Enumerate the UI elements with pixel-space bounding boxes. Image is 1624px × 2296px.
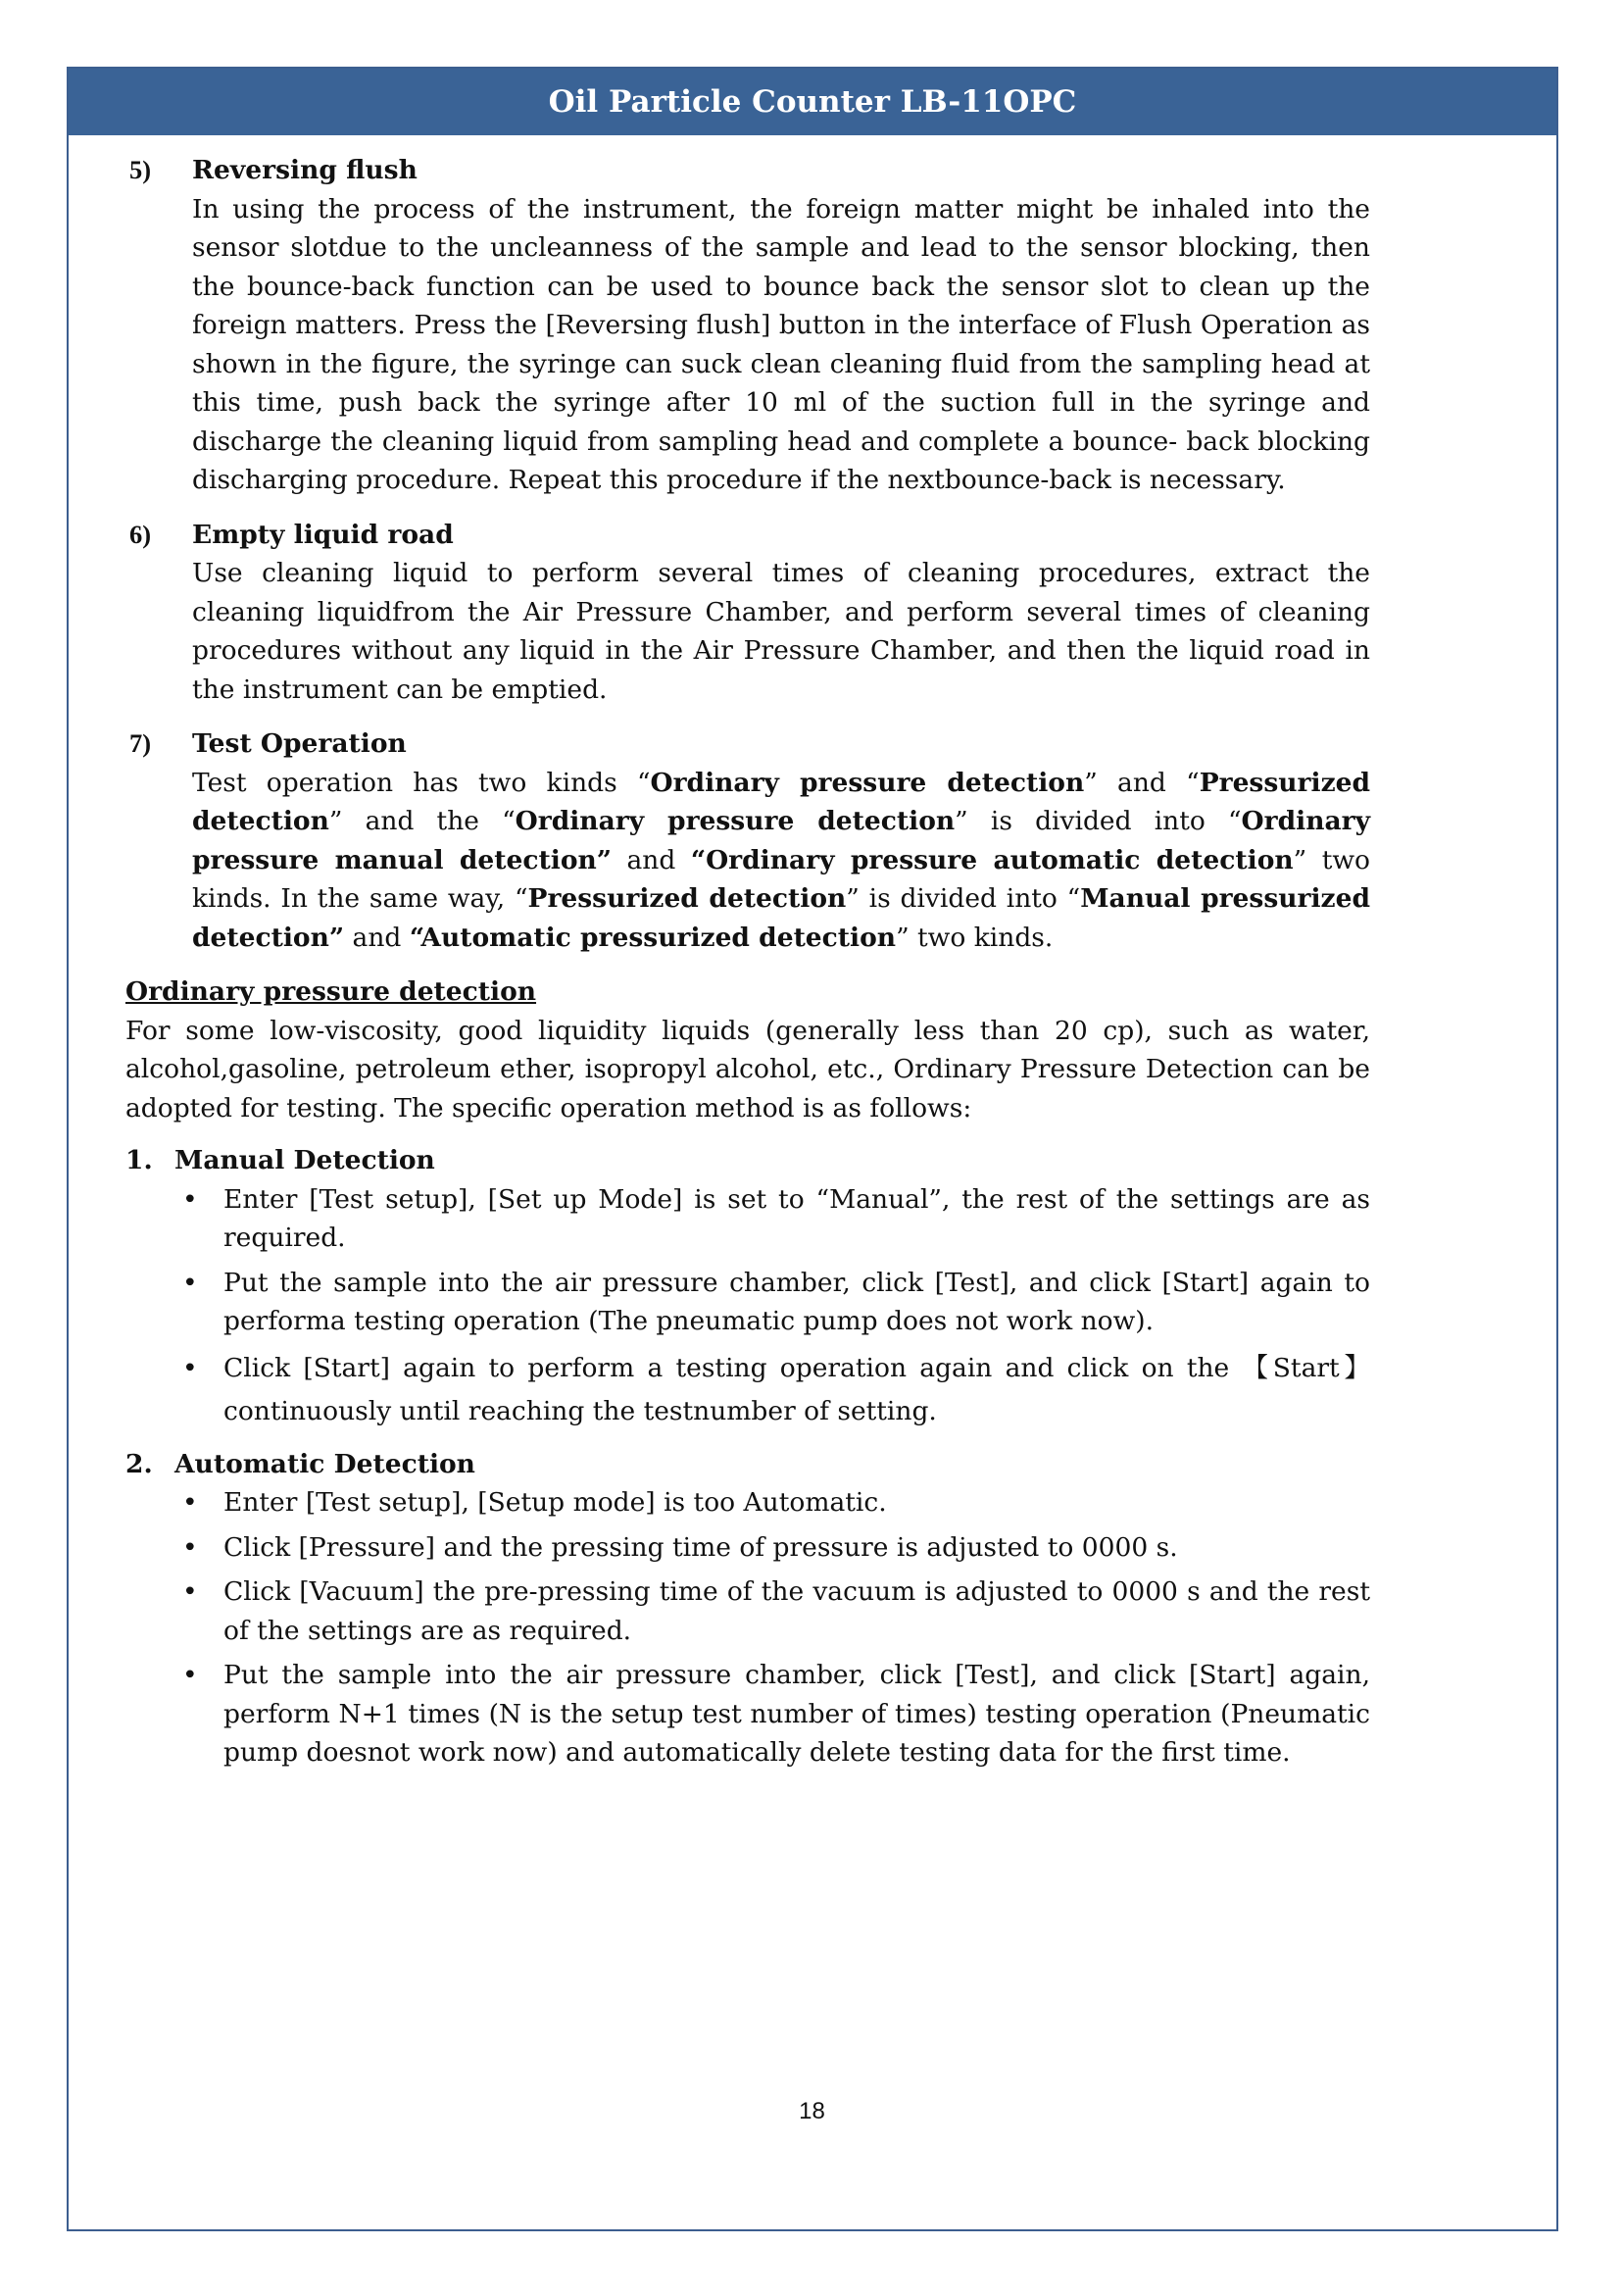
list-item (182, 1483, 1370, 1522)
bold-run: Pressurized detection (192, 767, 1371, 836)
bullet-icon: • (182, 1576, 198, 1607)
bullet-list (125, 1483, 1370, 1772)
section-number: 5) (129, 155, 152, 184)
heading-number: 1. (125, 1145, 153, 1175)
section-reversing-flush (125, 151, 1370, 500)
bullet-list (125, 1180, 1370, 1433)
text-run: ” and the “ (328, 806, 516, 836)
text-run: ” is divided into “ (846, 883, 1081, 914)
bullet-icon: • (182, 1531, 198, 1563)
section-body (192, 764, 1370, 958)
list-item (182, 1572, 1370, 1650)
section-empty-liquid-road (125, 516, 1370, 710)
bold-run: Ordinary pressure detection (515, 806, 956, 836)
text-run: ” is divided into “ (955, 806, 1242, 836)
list-item-text: Enter [Test setup], [Set up Mode] is set to “Manual”, the rest of the settings are as required. (223, 1183, 1370, 1253)
heading-title: Automatic Detection (174, 1448, 475, 1479)
section-body: In using the process of the instrument, the foreign matter might be inhaled into the sensor slotdue to the uncleanness of the sample and lead to the sensor blocking, then the bounce-back function can be used to bounce back the sensor slot to clean up the foreign matters. Press the [Reversing flush] button in the interface of Flush Operation as shown in the figure, the syringe can suck clean cleaning fluid from the sampling head at this time, push back the syringe after 10 ml of the suction full in the syringe and discharge the cleaning liquid from sampling head and complete a bounce- back blocking discharging procedure. Repeat this procedure if the nextbounce-back is necessary. (192, 193, 1370, 495)
bold-run: Manual pressurized detection” (192, 883, 1370, 953)
section-number: 6) (129, 519, 152, 549)
subsection-title: Ordinary pressure detection (125, 976, 537, 1007)
header-title: Oil Particle Counter LB-11OPC (69, 69, 1556, 135)
bold-run: “Automatic pressurized detection (409, 922, 897, 953)
bullet-icon: • (182, 1352, 198, 1383)
page-number: 18 (799, 2098, 825, 2124)
text-run: ” and “ (1084, 767, 1200, 798)
list-item (182, 1656, 1370, 1772)
list-item (182, 1264, 1370, 1341)
text-run: Test operation has two kinds “ (192, 767, 651, 798)
list-item (182, 1180, 1370, 1258)
bullet-icon: • (182, 1183, 198, 1215)
list-item-text: Put the sample into the air pressure chamber, click [Test], and click [Start] again, perform N+1 times (N is the setup test number of times) testing operation (Pneumatic pump doesnot work now) and automatically delete testing data for the first time. (223, 1660, 1370, 1768)
section-title: Reversing flush (192, 155, 418, 185)
bullet-icon: • (182, 1267, 198, 1298)
numbered-heading (125, 1445, 1370, 1484)
bold-run: Pressurized detection (527, 883, 847, 914)
list-item (182, 1528, 1370, 1568)
list-item (182, 1347, 1370, 1433)
list-item-text: Put the sample into the air pressure chamber, click [Test], and click [Start] again to performa testing operation (The pneumatic pump does not work now). (223, 1267, 1370, 1336)
text-run: and (612, 844, 691, 875)
section-title: Empty liquid road (192, 519, 454, 550)
subsection-intro: For some low-viscosity, good liquidity liquids (generally less than 20 cp), such as water, alcohol,gasoline, petroleum ether, isopropyl alcohol, etc., Ordinary Pressure Detection can be adopted for testing. The specific operation method is as follows: (125, 1015, 1370, 1123)
manual-detection (125, 1141, 1370, 1433)
bullet-icon: • (182, 1660, 198, 1690)
page-content (125, 151, 1370, 1784)
ordinary-pressure-section (125, 973, 1370, 1127)
bold-run: Ordinary pressure manual detection” (192, 806, 1370, 875)
list-item-text: Click [Vacuum] the pre-pressing time of the vacuum is adjusted to 0000 s and the rest of the settings are as required. (223, 1576, 1370, 1646)
bold-run: “Ordinary pressure automatic detection (690, 844, 1294, 875)
numbered-heading (125, 1141, 1370, 1180)
heading-title: Manual Detection (174, 1145, 435, 1175)
section-number: 7) (129, 728, 152, 758)
section-test-operation (125, 724, 1370, 957)
automatic-detection (125, 1445, 1370, 1772)
text-run: ” two kinds. In the same way, “ (192, 844, 1370, 914)
section-body: Use cleaning liquid to perform several times of cleaning procedures, extract the cleaning liquidfrom the Air Pressure Chamber, and perform several times of cleaning procedures without any liquid in the Air Pressure Chamber, and then the liquid road in the instrument can be emptied. (192, 558, 1370, 705)
list-item-text: Click [Start] again to perform a testing operation again and click on the 【Start】 continuously until reaching the testnumber of setting. (223, 1352, 1370, 1426)
heading-number: 2. (125, 1448, 153, 1479)
list-item-text: Enter [Test setup], [Setup mode] is too Automatic. (223, 1487, 887, 1518)
text-run: and (344, 922, 410, 953)
bold-run: Ordinary pressure detection (650, 767, 1085, 798)
bullet-icon: • (182, 1487, 198, 1518)
list-item-text: Click [Pressure] and the pressing time of pressure is adjusted to 0000 s. (223, 1531, 1178, 1563)
text-run: ” two kinds. (896, 922, 1054, 953)
section-title: Test Operation (192, 728, 407, 759)
